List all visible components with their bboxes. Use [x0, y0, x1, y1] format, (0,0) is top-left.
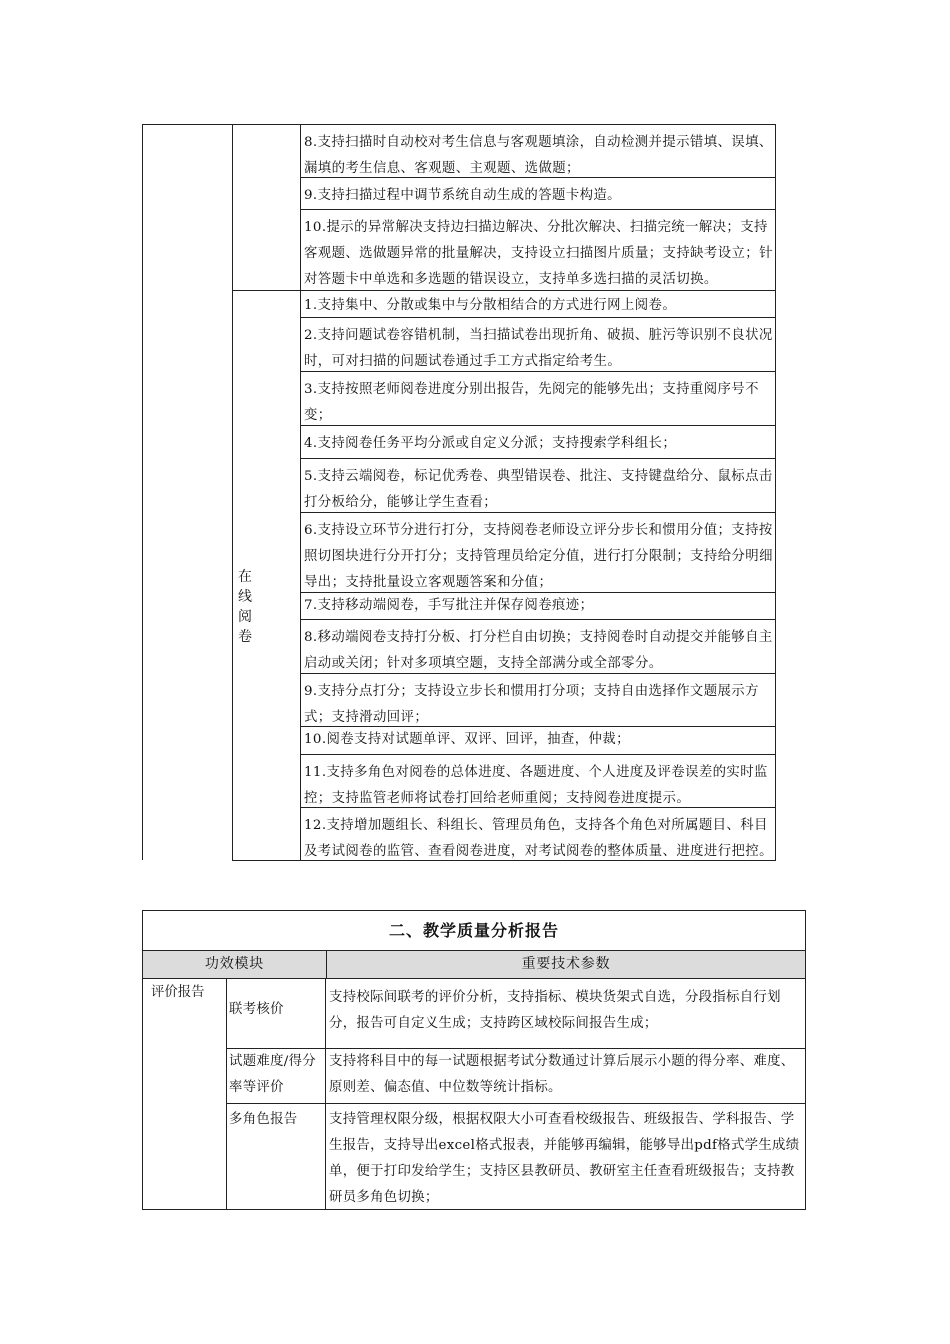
table-body: [143, 979, 805, 1209]
online-item: 10.阅卷支持对试题单评、双评、回评，抽查，仲裁；: [304, 732, 630, 747]
online-item: 11.支持多角色对阅卷的总体进度、各题进度、个人进度及评卷误差的实时监控；支持监管老师将试卷打回给老师重阅；支持阅卷进度提示。: [304, 765, 768, 806]
table-border-right: [775, 124, 776, 861]
scan-item: 9.支持扫描过程中调节系统自动生成的答题卡构造。: [304, 188, 621, 203]
param-desc: 支持将科目中的每一试题根据考试分数通过计算后展示小题的得分率、难度、原则差、偏态值、中位数等统计指标。: [326, 1049, 805, 1104]
online-item: 1.支持集中、分散或集中与分散相结合的方式进行网上阅卷。: [304, 298, 677, 313]
online-item: 9.支持分点打分；支持设立步长和惯用打分项；支持自由选择作文题展示方式；支持滑动回评；: [304, 684, 759, 725]
online-item: 5.支持云端阅卷，标记优秀卷、典型错误卷、批注、支持键盘给分、鼠标点击打分板给分，能够让学生查看；: [304, 469, 773, 510]
online-item: 8.移动端阅卷支持打分板、打分栏自由切换；支持阅卷时自动提交并能够自主启动或关闭；针对多项填空题，支持全部满分或全部零分。: [304, 630, 773, 671]
online-item: 6.支持设立环节分进行打分，支持阅卷老师设立评分步长和惯用分值；支持按照切图块进行分开打分；支持管理员给定分值，进行打分限制；支持给分明细导出；支持批量设立客观题答案和分值；: [304, 523, 773, 590]
online-item: 3.支持按照老师阅卷进度分别出报告，先阅完的能够先出；支持重阅序号不变；: [304, 382, 759, 423]
quality-report-table: [142, 910, 806, 1210]
online-marking-label: 在线阅卷: [238, 569, 253, 645]
module-column: [226, 979, 325, 1209]
module-name: 试题难度/得分率等评价: [227, 1049, 325, 1104]
scan-item: 8.支持扫描时自动校对考生信息与客观题填涂，自动检测并提示错填、误填、漏填的考生信息、客观题、主观题、选做题；: [304, 135, 773, 176]
module-name: 联考核价: [227, 979, 325, 1049]
scan-item: 10.提示的异常解决支持边扫描边解决、分批次解决、扫描完统一解决；支持客观题、选做题异常的批量解决，支持设立扫描图片质量；支持缺考设立；针对答题卡中单选和多选题的错误设立，支持单多选扫描的灵活切换。: [304, 220, 773, 287]
online-item: 2.支持问题试卷容错机制，当扫描试卷出现折角、破损、脏污等识别不良状况时，可对扫描的问题试卷通过手工方式指定给考生。: [304, 328, 773, 369]
category-cell: 评价报告: [151, 985, 205, 1000]
params-column: [325, 979, 805, 1209]
param-desc: 支持校际间联考的评价分析，支持指标、模块货架式自选，分段指标自行划分，报告可自定义生成；支持跨区域校际间报告生成；: [326, 979, 805, 1049]
section-title: 二、教学质量分析报告: [143, 911, 805, 951]
online-item: 7.支持移动端阅卷，手写批注并保存阅卷痕迹；: [304, 598, 594, 613]
table-border-left: [142, 124, 143, 860]
header-params: 重要技术参数: [521, 956, 611, 972]
table-header-row: [143, 951, 805, 979]
online-item: 4.支持阅卷任务平均分派或自定义分派；支持搜索学科组长；: [304, 436, 677, 451]
column-divider-1: [232, 124, 233, 861]
module-name: 多角色报告: [229, 1112, 298, 1127]
column-divider-2: [300, 124, 301, 861]
online-item: 12.支持增加题组长、科组长、管理员角色，支持各个角色对所属题目、科目及考试阅卷的监管、查看阅卷进度，对考试阅卷的整体质量、进度进行把控。: [304, 818, 773, 859]
header-module: 功效模块: [143, 951, 327, 978]
param-desc: 支持管理权限分级，根据权限大小可查看校级报告、班级报告、学科报告、学生报告，支持导出excel格式报表，并能够再编辑，能够导出pdf格式学生成绩单，便于打印发给学生；支持区县教研员、教研室主任查看班级报告；支持教研员多角色切换；: [329, 1112, 800, 1205]
